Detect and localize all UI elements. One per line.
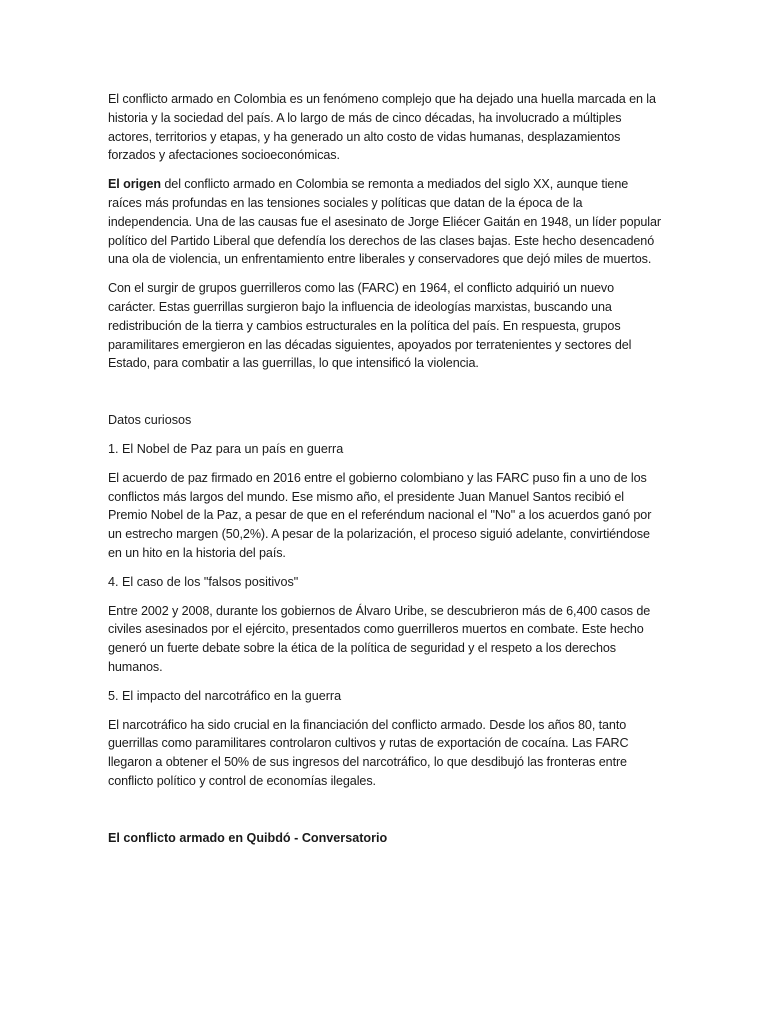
item1-heading: 1. El Nobel de Paz para un país en guerra [108,441,344,456]
spacer [108,801,664,829]
intro-paragraph: El conflicto armado en Colombia es un fenómeno complejo que ha dejado una huella marcada en la historia y la sociedad del país. A lo largo de más de cinco décadas, ha involucrado a múltiples actores, territorios y etapas, y ha generado un alto costo de vidas humanas, desplazamientos forzados y afectaciones socioeconómicas. [108,92,656,163]
item4-heading: 4. El caso de los "falsos positivos" [108,574,299,589]
spacer [108,383,664,411]
item5-paragraph: El narcotráfico ha sido crucial en la financiación del conflicto armado. Desde los años 80, tanto guerrillas como paramilitares controlaron cultivos y rutas de exportación de cocaína. Las FARC llegaron a obtener el 50% de sus ingresos del narcotráfico, lo que desdibujó las fronteras entre conflicto político y control de economías ilegales. [108,717,629,788]
item1-paragraph: El acuerdo de paz firmado en 2016 entre el gobierno colombiano y las FARC puso fin a uno de los conflictos más largos del mundo. Ese mismo año, el presidente Juan Manuel Santos recibió el Premio Nobel de la Paz, a pesar de que en el referéndum nacional el "No" a los acuerdos ganó por un estrecho margen (50,2%). A pesar de la polarización, el proceso siguió adelante, convirtiéndose en un hito en la historia del país. [108,470,652,560]
guerrillas-paragraph: Con el surgir de grupos guerrilleros como las (FARC) en 1964, el conflicto adquirió un nuevo carácter. Estas guerrillas surgieron bajo la influencia de ideologías marxistas, buscando una redistribución de la tierra y cambios estructurales en la política del país. En respuesta, grupos paramilitares emergieron en las décadas siguientes, apoyados por terratenientes y sectores del Estado, para combatir a las guerrillas, lo que intensificó la violencia. [108,281,632,371]
origin-bold-lead: El origen [108,177,161,192]
item4-paragraph: Entre 2002 y 2008, durante los gobiernos de Álvaro Uribe, se descubrieron más de 6,400 casos de civiles asesinados por el ejército, presentados como guerrilleros muertos en combate. Este hecho generó un fuerte debate sobre la ética de la política de seguridad y el respeto a los derechos humanos. [108,603,651,674]
origin-text: del conflicto armado en Colombia se remonta a mediados del siglo XX, aunque tiene raíces más profundas en las tensiones sociales y políticas que datan de la época de la independencia. Una de las causas fue el asesinato de Jorge Eliécer Gaitán en 1948, un líder popular político del Partido Liberal que defendía los derechos de las clases bajas. Este hecho desencadenó una ola de violencia, un enfrentamiento entre liberales y conservadores que dejó miles de muertos. [108,177,662,267]
item5-heading: 5. El impacto del narcotráfico en la guerra [108,688,342,703]
document-page [108,90,664,848]
section-heading: El conflicto armado en Quibdó - Conversatorio [108,830,388,845]
origin-paragraph [108,175,664,269]
curiosities-heading: Datos curiosos [108,413,192,428]
